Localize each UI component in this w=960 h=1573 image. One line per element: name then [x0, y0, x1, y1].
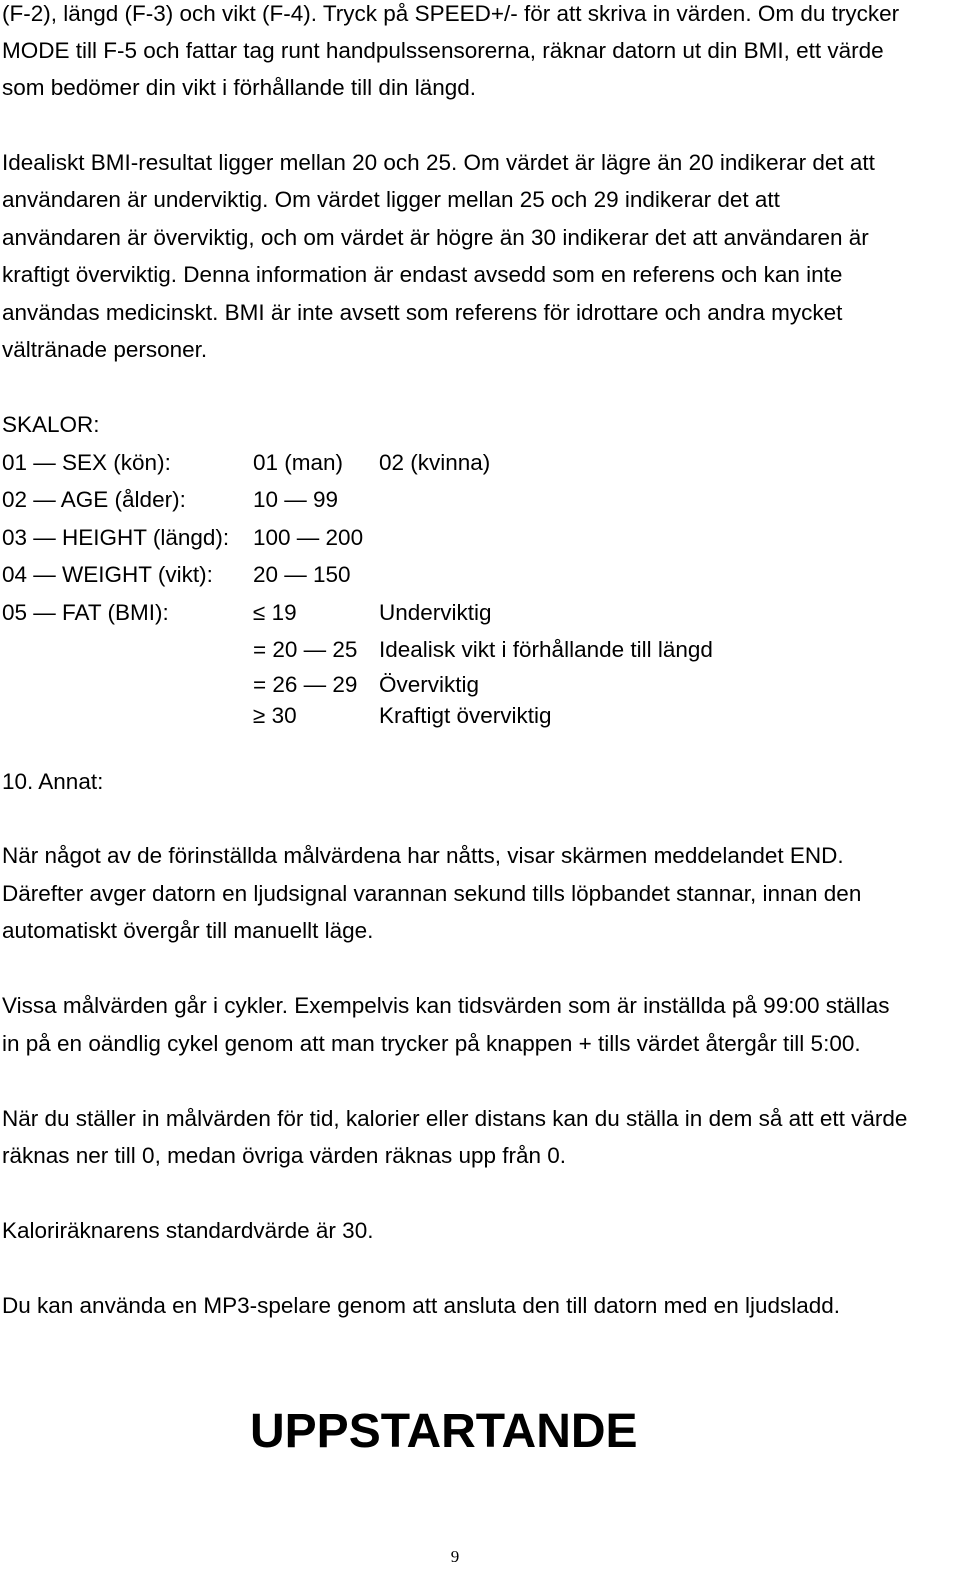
scale-label: 04 — WEIGHT (vikt): [2, 562, 213, 587]
page-number: 9 [450, 1547, 460, 1566]
text-line: som bedömer din vikt i förhållande till din längd. [2, 75, 477, 100]
scale-value: 01 (man) [253, 450, 344, 475]
text-line: Vissa målvärden går i cykler. Exempelvis kan tidsvärden som är inställda på 99:00 ställas [2, 993, 890, 1018]
text-line: användaren är underviktig. Om värdet ligger mellan 25 och 29 indikerar det att [2, 187, 780, 212]
scale-description: Idealisk vikt i förhållande till längd [379, 637, 713, 662]
text-line: kraftigt överviktig. Denna information är endast avsedd som en referens och kan inte [2, 262, 843, 287]
text-line: användaren är överviktig, och om värdet är högre än 30 indikerar det att användaren är [2, 225, 869, 250]
scale-value: ≤ 19 [253, 600, 297, 625]
scale-description: Underviktig [379, 600, 492, 625]
scale-description: 02 (kvinna) [379, 450, 491, 475]
scale-label: 03 — HEIGHT (längd): [2, 525, 230, 550]
scale-value: 20 — 150 [253, 562, 351, 587]
text-line: MODE till F-5 och fattar tag runt handpulssensorerna, räknar datorn ut din BMI, ett värde [2, 38, 884, 63]
scale-description: Kraftigt överviktig [379, 703, 552, 728]
scale-value: = 26 — 29 [253, 672, 358, 697]
text-line: in på en oändlig cykel genom att man trycker på knappen + tills värdet återgår till 5:00. [2, 1031, 861, 1056]
text-line: (F-2), längd (F-3) och vikt (F-4). Tryck på SPEED+/- för att skriva in värden. Om du trycker [2, 1, 900, 26]
text-line: När något av de förinställda målvärdena har nåtts, visar skärmen meddelandet END. [2, 843, 844, 868]
scale-label: 05 — FAT (BMI): [2, 600, 169, 625]
scale-label: 02 — AGE (ålder): [2, 487, 186, 512]
scale-value: ≥ 30 [253, 703, 297, 728]
scale-value: 100 — 200 [253, 525, 364, 550]
text-line: automatiskt övergår till manuellt läge. [2, 918, 374, 943]
calorie-paragraph: Kaloriräknarens standardvärde är 30. [2, 1218, 374, 1243]
section-heading: UPPSTARTANDE [250, 1405, 638, 1458]
text-line: användas medicinskt. BMI är inte avsett som referens för idrottare och andra mycket [2, 300, 843, 325]
scale-label: 01 — SEX (kön): [2, 450, 171, 475]
text-line: När du ställer in målvärden för tid, kalorier eller distans kan du ställa in dem så att ett värde [2, 1106, 908, 1131]
scale-description: Överviktig [379, 672, 480, 697]
section-title: 10. Annat: [2, 769, 104, 794]
text-line: Därefter avger datorn en ljudsignal varannan sekund tills löpbandet stannar, innan den [2, 881, 862, 906]
mp3-paragraph: Du kan använda en MP3-spelare genom att ansluta den till datorn med en ljudsladd. [2, 1293, 841, 1318]
scales-title: SKALOR: [2, 412, 100, 437]
text-line: vältränade personer. [2, 337, 208, 362]
scale-value: 10 — 99 [253, 487, 339, 512]
text-line: Idealiskt BMI-resultat ligger mellan 20 och 25. Om värdet är lägre än 20 indikerar det att [2, 150, 875, 175]
text-line: räknas ner till 0, medan övriga värden räknas upp från 0. [2, 1143, 567, 1168]
scale-value: = 20 — 25 [253, 637, 358, 662]
